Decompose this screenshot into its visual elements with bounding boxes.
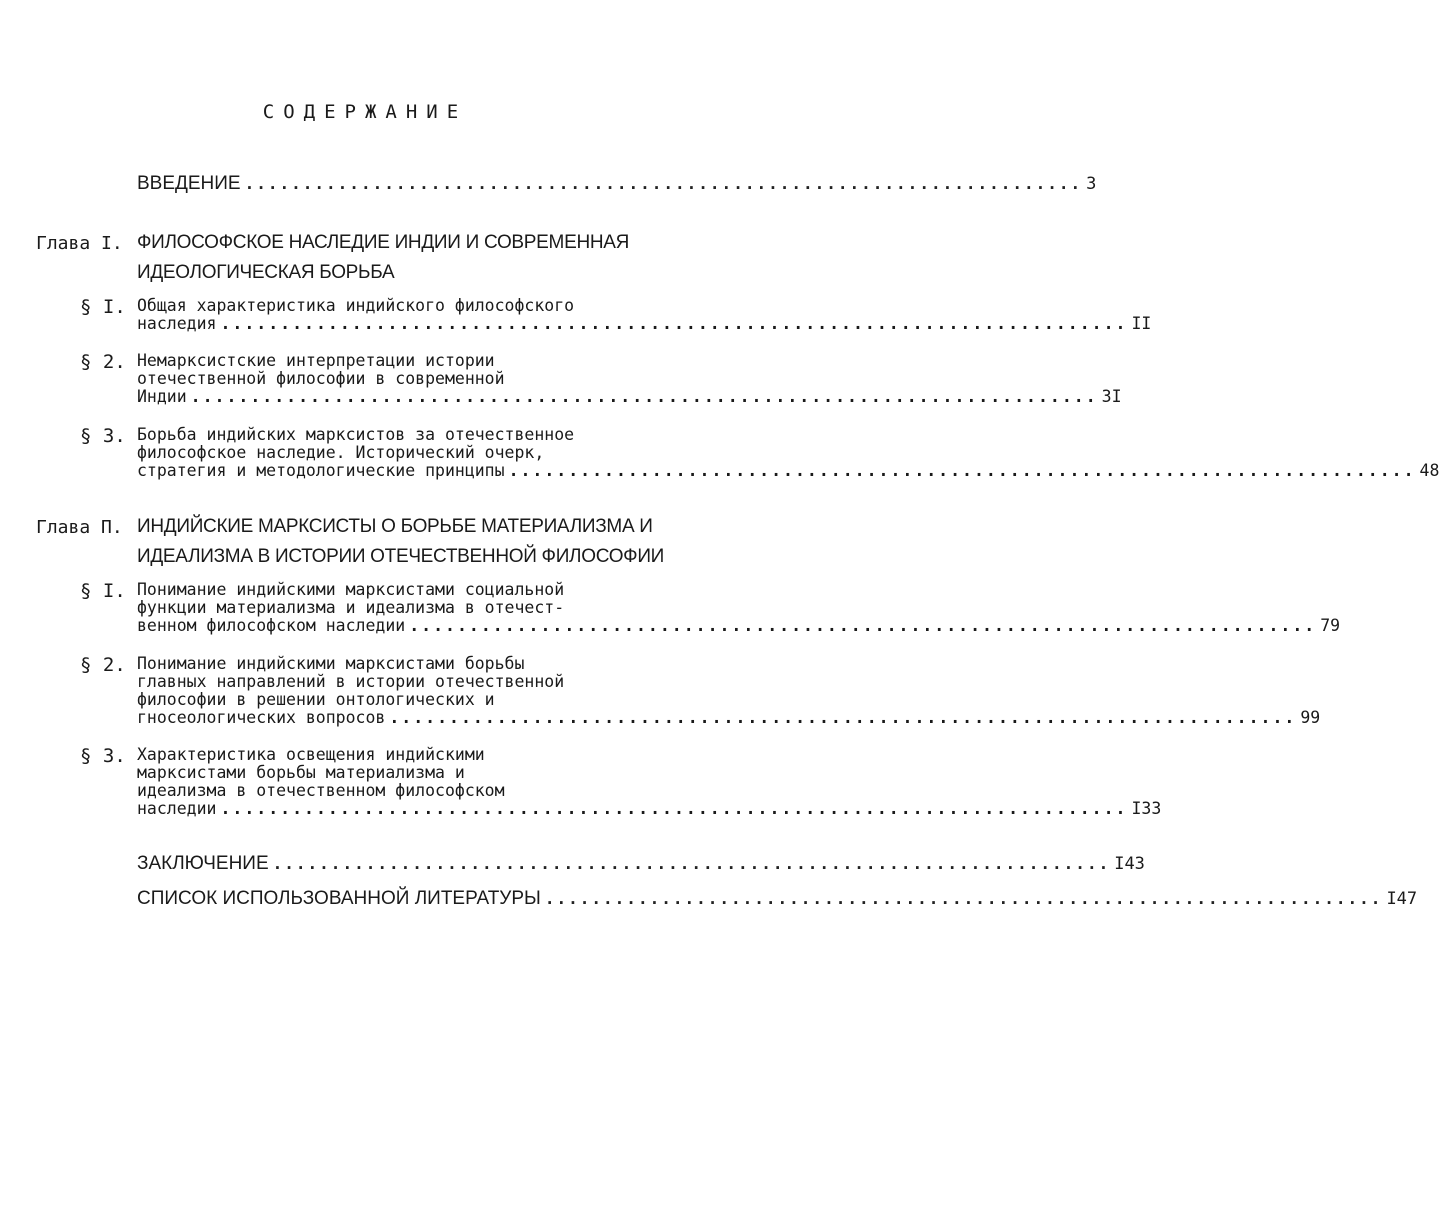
- section-title-line: идеализма в отечественном философском: [137, 781, 505, 800]
- section-title-line: стратегия и методологические принципы: [137, 461, 505, 480]
- toc-entry-label: СПИСОК ИСПОЛЬЗОВАННОЙ ЛИТЕРАТУРЫ: [137, 888, 541, 909]
- dot-leader: ............................................................................: [389, 708, 1297, 727]
- toc-entry-ch2-sec3[interactable]: [137, 745, 1162, 818]
- section-title-line: Индии: [137, 387, 187, 406]
- toc-page-number: I47: [1386, 889, 1418, 909]
- toc-entry-ch1-sec1[interactable]: [137, 296, 1152, 333]
- section-label: § 2.: [80, 351, 126, 373]
- section-title-line: Немарксистские интерпретации истории: [137, 351, 495, 370]
- section-title-line: марксистами борьбы материализма и: [137, 763, 465, 782]
- section-title-line: венном философском наследии: [137, 616, 406, 635]
- section-title-line: Характеристика освещения индийскими: [137, 745, 485, 764]
- chapter-1-label: Глава I.: [36, 233, 123, 254]
- chapter-1-title-line: ФИЛОСОФСКОЕ НАСЛЕДИЕ ИНДИИ И СОВРЕМЕННАЯ: [137, 232, 630, 253]
- chapter-1-title[interactable]: [137, 228, 629, 288]
- chapter-1-title-line: ИДЕОЛОГИЧЕСКАЯ БОРЬБА: [137, 262, 395, 283]
- section-title-line: функции материализма и идеализма в отечест-: [137, 598, 565, 617]
- toc-page-number: 3I: [1101, 387, 1122, 406]
- toc-entry-ch2-sec1[interactable]: [137, 580, 1341, 635]
- section-title-line: отечественной философии в современной: [137, 369, 505, 388]
- page-title: СОДЕРЖАНИЕ: [262, 101, 468, 123]
- section-title-line: гносеологических вопросов: [137, 708, 386, 727]
- toc-page-number: 79: [1320, 616, 1341, 635]
- chapter-2-title-line: ИДЕАЛИЗМА В ИСТОРИИ ОТЕЧЕСТВЕННОЙ ФИЛОСОФИИ: [137, 546, 665, 567]
- section-label: § 3.: [80, 745, 126, 767]
- toc-page-number: II: [1131, 314, 1152, 333]
- section-title-line: Понимание индийскими марксистами борьбы: [137, 654, 525, 673]
- section-label: § I.: [80, 580, 126, 602]
- toc-page-number: 48: [1419, 461, 1439, 480]
- toc-page-number: 99: [1300, 708, 1321, 727]
- toc-entry-ch1-sec3[interactable]: [137, 425, 1439, 480]
- chapter-2-label: Глава П.: [36, 517, 123, 538]
- toc-entry-ch2-sec2[interactable]: [137, 654, 1321, 727]
- toc-entry-intro[interactable]: [137, 173, 1097, 195]
- section-label: § I.: [80, 296, 126, 318]
- dot-leader: ............................................................................: [220, 314, 1128, 333]
- dot-leader: ............................................................................: [409, 616, 1317, 635]
- section-title-line: наследия: [137, 314, 217, 333]
- toc-page-number: 3: [1086, 174, 1097, 194]
- chapter-2-title[interactable]: [137, 512, 664, 572]
- section-title-line: философское наследие. Исторический очерк,: [137, 443, 545, 462]
- section-label: § 3.: [80, 425, 126, 447]
- section-title-line: Понимание индийскими марксистами социальной: [137, 580, 565, 599]
- dot-leader: ............................................................................: [220, 799, 1128, 818]
- toc-entry-label: ВВЕДЕНИЕ: [137, 173, 241, 194]
- toc-entry-label: ЗАКЛЮЧЕНИЕ: [137, 853, 269, 874]
- toc-entry-conclusion[interactable]: [137, 853, 1145, 875]
- dot-leader: ........................................................................: [244, 174, 1083, 193]
- section-label: § 2.: [80, 654, 126, 676]
- toc-page-number: I33: [1131, 799, 1162, 818]
- dot-leader: ........................................................................: [544, 889, 1383, 908]
- chapter-2-title-line: ИНДИЙСКИЕ МАРКСИСТЫ О БОРЬБЕ МАТЕРИАЛИЗМА И: [137, 516, 653, 537]
- toc-entry-bibliography[interactable]: [137, 888, 1418, 910]
- section-title-line: главных направлений в истории отечественной: [137, 672, 565, 691]
- section-title-line: наследии: [137, 799, 217, 818]
- toc-page-number: I43: [1114, 854, 1145, 874]
- dot-leader: ............................................................................: [508, 461, 1416, 480]
- section-title-line: философии в решении онтологических и: [137, 690, 495, 709]
- dot-leader: ............................................................................: [190, 387, 1098, 406]
- dot-leader: ........................................................................: [272, 854, 1111, 873]
- section-title-line: Общая характеристика индийского философского: [137, 296, 575, 315]
- toc-entry-ch1-sec2[interactable]: [137, 351, 1122, 406]
- section-title-line: Борьба индийских марксистов за отечественное: [137, 425, 575, 444]
